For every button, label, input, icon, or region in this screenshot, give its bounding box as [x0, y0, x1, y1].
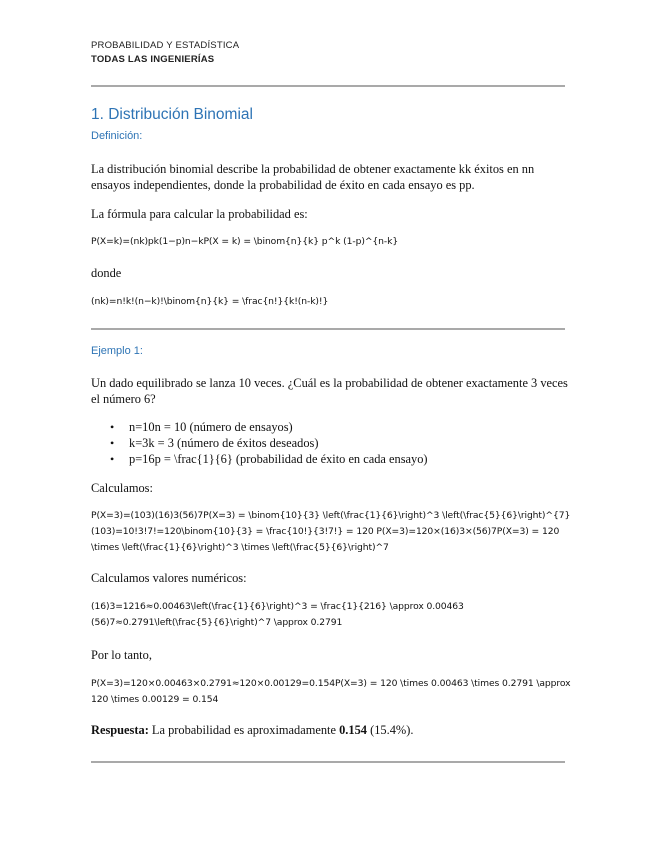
calc-label: Calculamos:: [91, 481, 153, 495]
audience-header: TODAS LAS INGENIERÍAS: [91, 54, 215, 65]
donde-text: donde: [91, 266, 122, 280]
numeric-label: Calculamos valores numéricos:: [91, 571, 247, 585]
example-statement: Un dado equilibrado se lanza 10 veces. ¿Cuál es la probabilidad de obtener exactamente 3 veces el número 6?: [91, 376, 568, 406]
example-parameters-list: [91, 419, 561, 467]
list-item: • k=3k = 3 (número de éxitos deseados): [91, 435, 561, 451]
middle-divider: [91, 328, 565, 330]
top-divider: [91, 85, 565, 87]
therefore-label: Por lo tanto,: [91, 648, 152, 662]
definition-paragraph: La distribución binomial describe la probabilidad de obtener exactamente kk éxitos en nn ensayos independientes, donde la probabilidad de éxito en cada ensayo es pp.: [91, 162, 535, 192]
numeric-formula: (16)3=1216≈0.00463\left(\frac{1}{6}\right)^3 = \frac{1}{216} \approx 0.00463 (56)7≈0.2791\left(\frac{5}{6}\right)^7 \approx 0.2791: [91, 601, 464, 628]
answer-text: La probabilidad es aproximadamente: [148, 723, 340, 737]
list-item: • p=16p = \frac{1}{6} (probabilidad de éxito en cada ensayo): [91, 451, 561, 467]
answer-label: Respuesta:: [91, 723, 149, 737]
answer-line: [91, 722, 571, 738]
definition-heading: Definición:: [91, 130, 143, 142]
bottom-divider: [91, 761, 565, 763]
answer-percent: (15.4%).: [366, 723, 414, 737]
therefore-formula: P(X=3)=120×0.00463×0.2791≈120×0.00129=0.154P(X=3) = 120 \times 0.00463 \times 0.2791 \approx 120 \times 0.00129 = 0.154: [91, 678, 571, 705]
binomial-coefficient-formula: (nk)=n!k!(n−k)!\binom{n}{k} = \frac{n!}{k!(n-k)!}: [91, 296, 329, 307]
calc-formula: P(X=3)=(103)(16)3(56)7P(X=3) = \binom{10}{3} \left(\frac{1}{6}\right)^3 \left(\frac{5}{6}\right)^{7} (103)=10!3!7!=120\binom{10}{3} = \frac{10!}{3!7!} = 120 P(X=3)=120×(16)3×(56)7P(X=3) = 120 \times \left(\frac{1}{6}\right)^3 \times \left(\frac{5}{6}\right)^7: [91, 510, 571, 553]
formula-intro: La fórmula para calcular la probabilidad es:: [91, 207, 308, 221]
answer-value: 0.154: [339, 723, 367, 737]
list-item: • n=10n = 10 (número de ensayos): [91, 419, 561, 435]
example-heading: Ejemplo 1:: [91, 345, 143, 357]
course-header: PROBABILIDAD Y ESTADÍSTICA: [91, 40, 240, 51]
section-title: 1. Distribución Binomial: [91, 106, 253, 123]
binomial-formula: P(X=k)=(nk)pk(1−p)n−kP(X = k) = \binom{n}{k} p^k (1-p)^{n-k}: [91, 236, 399, 247]
